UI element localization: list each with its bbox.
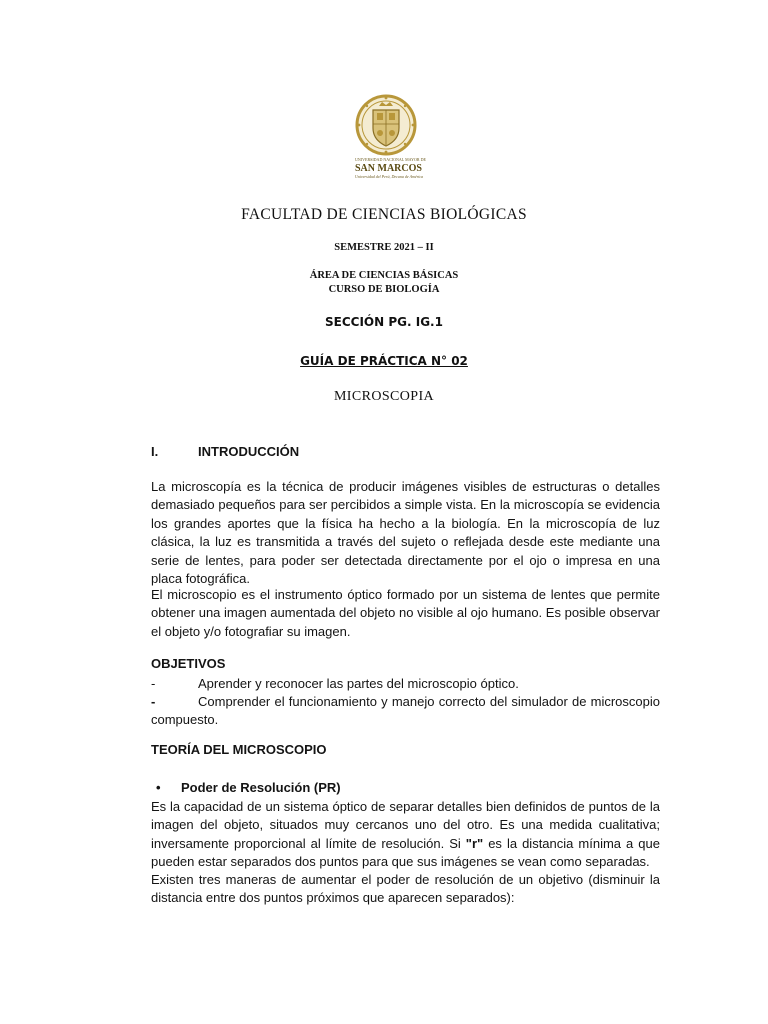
objectives-heading: OBJETIVOS [151,656,226,671]
intro-section-number: I. [151,444,159,459]
guide-title: GUÍA DE PRÁCTICA N° 02 [300,354,468,368]
theory-paragraph-1-end: es la distancia mínima a que pueden estar separados dos puntos para que sus imágenes se vean como separadas. [151,835,660,870]
theory-paragraph-1 [151,798,660,872]
logo-motto: Universidad del Perú, Decana de América [355,174,424,179]
logo-top-text: UNIVERSIDAD NACIONAL MAYOR DE [355,157,426,162]
objective-item [151,675,660,694]
objective-marker: - [151,676,156,691]
semester-label: SEMESTRE 2021 – II [334,242,434,253]
objective-marker: - [151,694,156,709]
area-label: ÁREA DE CIENCIAS BÁSICAS [309,270,459,281]
theory-paragraph-1-start: Es la capacidad de un sistema óptico de separar detalles bien definidos de puntos de la imagen del objeto, situados muy cercanos uno del otro. Es una medida cualitativa; inversamente proporcional al límite de resolución. Si [151,799,660,851]
objective-item [151,693,660,730]
objective-text: Aprender y reconocer las partes del microscopio óptico. [198,676,519,691]
theory-variable-r: "r" [465,835,484,851]
course-label: CURSO DE BIOLOGÍA [328,284,440,295]
topic-title: MICROSCOPIA [333,389,435,404]
intro-paragraph-1: La microscopía es la técnica de producir imágenes visibles de estructuras o detalles demasiado pequeños para ser percibidos a simple vista. En la microscopía se evidencia los grandes aportes que la física ha hecho a la biología. En la microscopía de luz clásica, la luz es transmitida a través del sujeto o reflejada desde este mediante una serie de lentes, para poder ser detectada directamente por el ojo o impresa en una placa fotográfica. [151,479,660,587]
logo-name: SAN MARCOS [355,163,422,174]
faculty-title: FACULTAD DE CIENCIAS BIOLÓGICAS [241,206,527,223]
theory-heading: TEORÍA DEL MICROSCOPIO [151,742,327,757]
resolution-subheading: Poder de Resolución (PR) [181,780,341,795]
objective-text: Comprender el funcionamiento y manejo correcto del simulador de microscopio compuesto. [151,694,660,728]
university-logo [355,92,426,188]
intro-paragraph-2: El microscopio es el instrumento óptico formado por un sistema de lentes que permite obtener una imagen aumentada del objeto no visible al ojo humano. Es posible observar el objeto y/o fotografiar su imagen. [151,587,660,639]
intro-heading: INTRODUCCIÓN [198,444,300,459]
university-seal-icon [355,92,417,158]
section-label: SECCIÓN PG. IG.1 [325,315,443,329]
bullet-icon: • [156,780,161,795]
theory-paragraph-2: Existen tres maneras de aumentar el poder de resolución de un objetivo (disminuir la distancia entre dos puntos próximos que aparecen separados): [151,872,660,906]
